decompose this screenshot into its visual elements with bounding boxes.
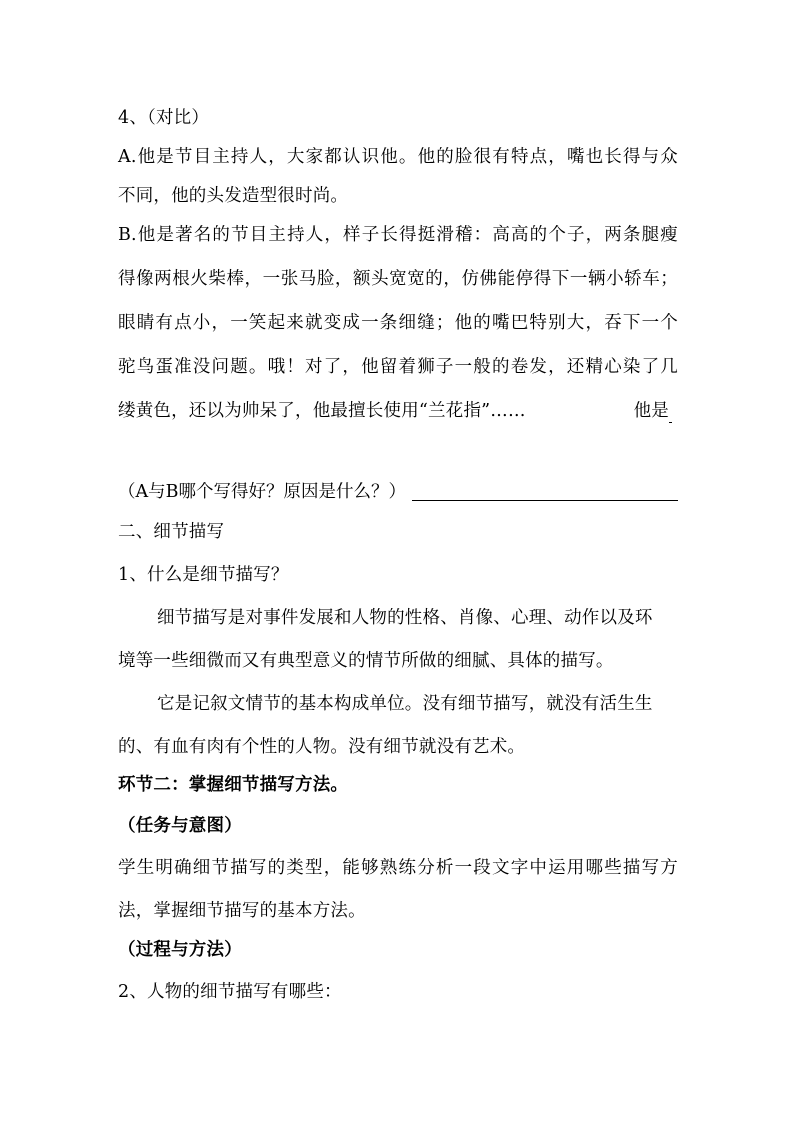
section-4-heading: 4、（对比） [118, 108, 210, 128]
definition-line-1: 细节描写是对事件发展和人物的性格、肖像、心理、动作以及环 [157, 608, 653, 628]
option-b-line-5 [118, 399, 678, 423]
definition-line-2: 境等一些细微而又有典型意义的情节所做的细腻、具体的描写。 [118, 651, 614, 671]
comparison-question-row [118, 480, 678, 504]
importance-line-2: 的、有血有肉有个性的人物。没有细节就没有艺术。 [118, 737, 526, 757]
step-2-title: 环节二：掌握细节描写方法。 [118, 775, 349, 795]
option-b-line-2: 得像两根火柴棒，一张马脸，额头宽宽的，仿佛能停得下一辆小轿车； [118, 269, 678, 289]
answer-blank-long[interactable] [412, 480, 678, 501]
importance-line-1: 它是记叙文情节的基本构成单位。没有细节描写，就没有活生生 [157, 694, 653, 714]
he-is-text: 他是 [633, 401, 669, 421]
question-1: 1、什么是细节描写？ [118, 565, 289, 585]
answer-blank-short[interactable] [669, 404, 672, 423]
option-b-line-5-text: 缕黄色，还以为帅呆了，他最擅长使用“兰花指”…… [118, 401, 526, 421]
option-a-line-1: A.他是节目主持人，大家都认识他。他的脸很有特点，嘴也长得与众 [118, 147, 678, 167]
option-b-line-1: B.他是著名的节目主持人，样子长得挺滑稽：高高的个子，两条腿瘦 [118, 225, 678, 245]
option-a-line-2: 不同，他的头发造型很时尚。 [118, 186, 349, 206]
section-2-heading: 二、细节描写 [118, 522, 225, 542]
option-b-line-5-end [634, 399, 672, 423]
process-method-title: （过程与方法） [118, 940, 242, 960]
task-line-2: 法，掌握细节描写的基本方法。 [118, 901, 366, 921]
task-intent-title: （任务与意图） [118, 816, 242, 836]
comparison-question: （A与B哪个写得好？原因是什么？） [118, 482, 406, 502]
option-b-line-4: 驼鸟蛋准没问题。哦！对了，他留着狮子一般的卷发，还精心染了几 [118, 357, 678, 377]
option-b-line-3: 眼睛有点小，一笑起来就变成一条细缝；他的嘴巴特别大，吞下一个 [118, 313, 678, 333]
question-2: 2、人物的细节描写有哪些： [118, 982, 342, 1002]
task-line-1: 学生明确细节描写的类型，能够熟练分析一段文字中运用哪些描写方 [118, 858, 678, 878]
